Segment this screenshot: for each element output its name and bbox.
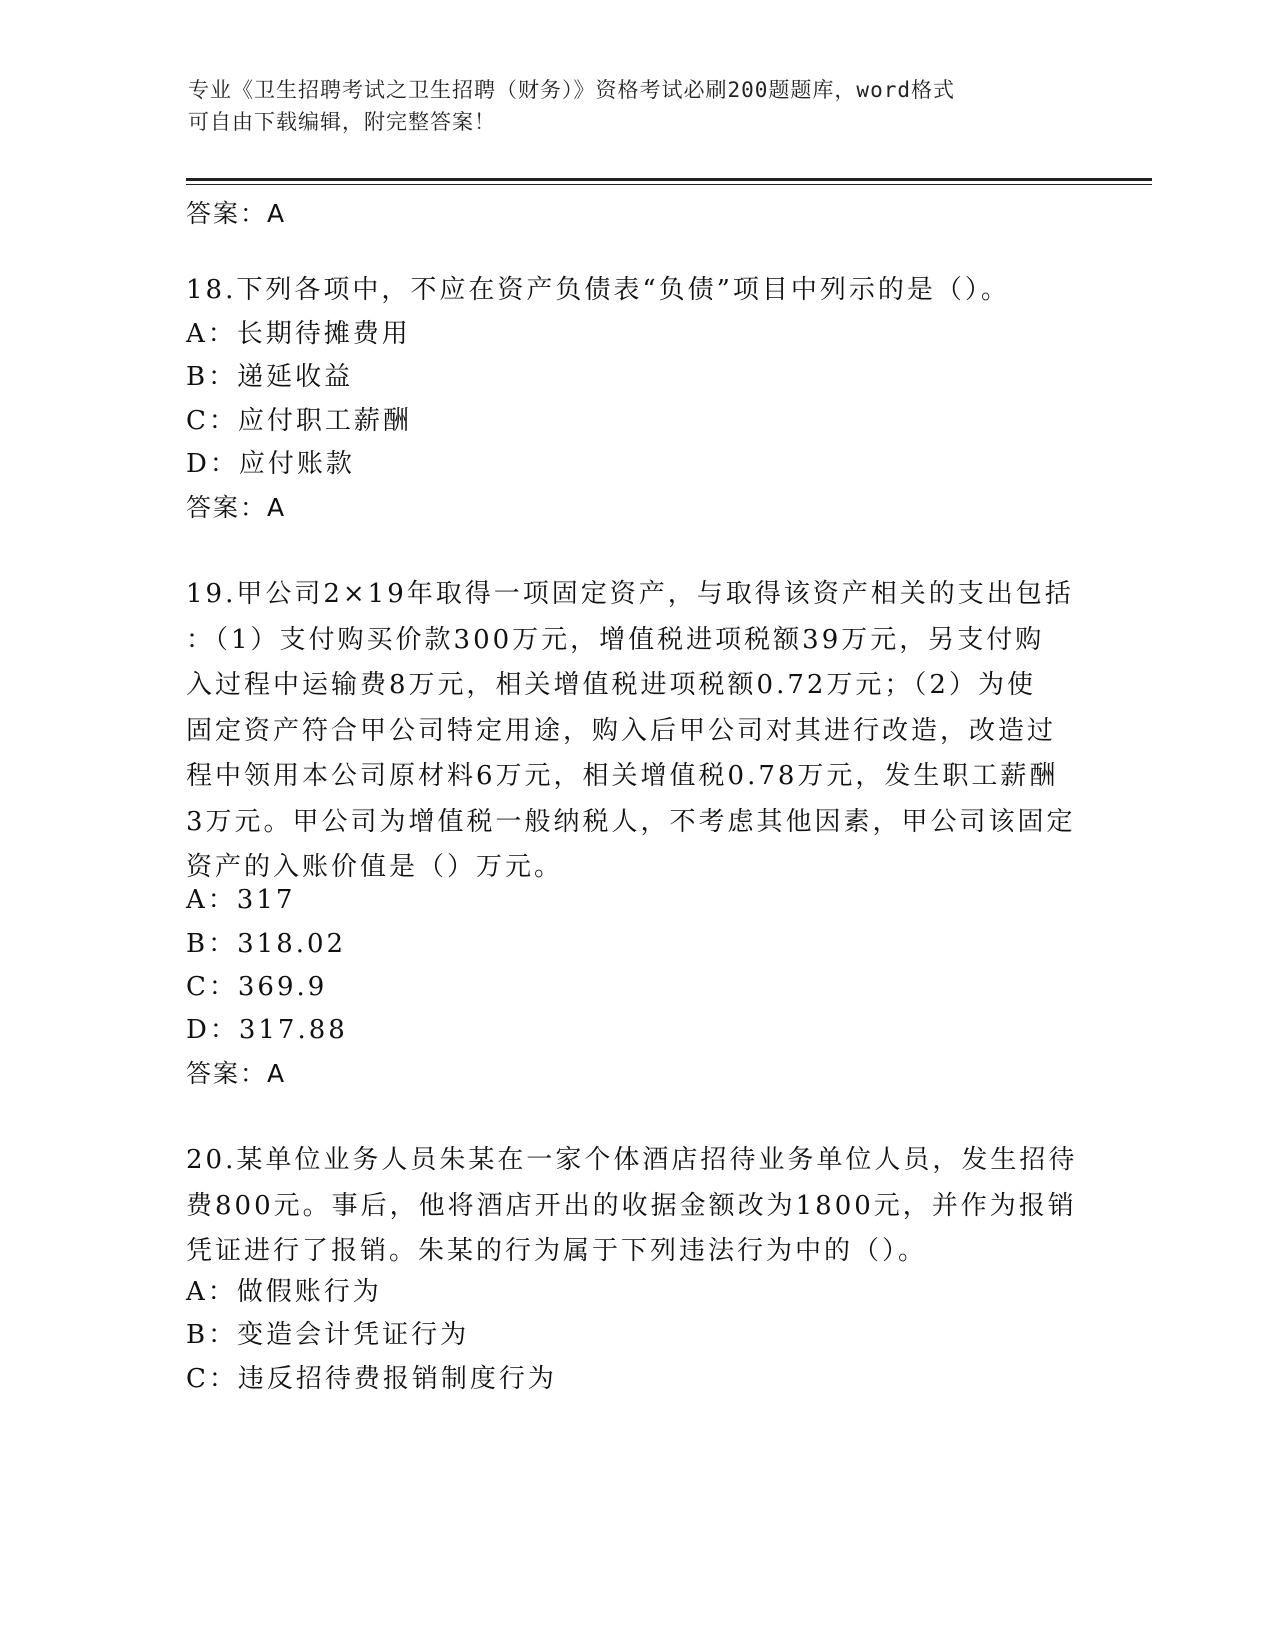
option-d: D：应付账款 — [186, 449, 355, 479]
option-c: C：369.9 — [186, 972, 328, 1002]
option-b: B：318.02 — [186, 929, 347, 959]
question-text: 18.下列各项中，不应在资产负债表“负债”项目中列示的是（）。 — [186, 275, 1010, 305]
question-text-line: 19.甲公司2×19年取得一项固定资产，与取得该资产相关的支出包括 — [186, 579, 1074, 609]
header-line-1: 专业《卫生招聘考试之卫生招聘（财务）》资格考试必刷200题题库，word格式 — [188, 78, 955, 102]
question-text-line: 20.某单位业务人员朱某在一家个体酒店招待业务单位人员，发生招待 — [186, 1145, 1078, 1175]
document-header — [188, 74, 1068, 138]
answer-line — [186, 198, 284, 230]
question-text-line: 固定资产符合甲公司特定用途，购入后甲公司对其进行改造，改造过 — [186, 715, 1057, 746]
question-text-line: 3万元。甲公司为增值税一般纳税人，不考虑其他因素，甲公司该固定 — [186, 806, 1076, 837]
question-text-line: ：（1）支付购买价款300万元，增值税进项税额39万元，另支付购 — [186, 624, 1045, 655]
option-c: C：应付职工薪酬 — [186, 406, 412, 436]
header-divider-thin — [186, 184, 1152, 185]
option-c: C：违反招待费报销制度行为 — [186, 1364, 557, 1394]
header-divider-thick — [186, 178, 1152, 181]
answer-value: A — [267, 493, 285, 522]
answer-label: 答案： — [186, 493, 268, 522]
answer-value: A — [267, 199, 285, 228]
question-text-line: 程中领用本公司原材料6万元，相关增值税0.78万元，发生职工薪酬 — [186, 761, 1059, 791]
header-line-2: 可自由下载编辑，附完整答案！ — [188, 110, 496, 134]
option-b: B：变造会计凭证行为 — [186, 1320, 470, 1350]
answer-value: A — [267, 1059, 285, 1088]
question-19 — [186, 572, 1086, 891]
option-d: D：317.88 — [186, 1015, 348, 1045]
question-18 — [186, 268, 1086, 314]
option-a: A：做假账行为 — [186, 1277, 382, 1307]
question-text-line: 入过程中运输费8万元，相关增值税进项税额0.72万元；（2）为使 — [186, 670, 1036, 700]
answer-line — [186, 1058, 284, 1090]
answer-line — [186, 492, 284, 524]
option-a: A：长期待摊费用 — [186, 319, 411, 349]
answer-label: 答案： — [186, 1059, 268, 1088]
option-a: A：317 — [186, 885, 296, 915]
question-20 — [186, 1138, 1086, 1275]
question-text-line: 资产的入账价值是（）万元。 — [186, 852, 564, 882]
option-b: B：递延收益 — [186, 362, 354, 392]
question-text-line: 凭证进行了报销。朱某的行为属于下列违法行为中的（）。 — [186, 1236, 928, 1266]
question-text-line: 费800元。事后，他将酒店开出的收据金额改为1800元，并作为报销 — [186, 1190, 1077, 1221]
answer-label: 答案： — [186, 199, 268, 228]
